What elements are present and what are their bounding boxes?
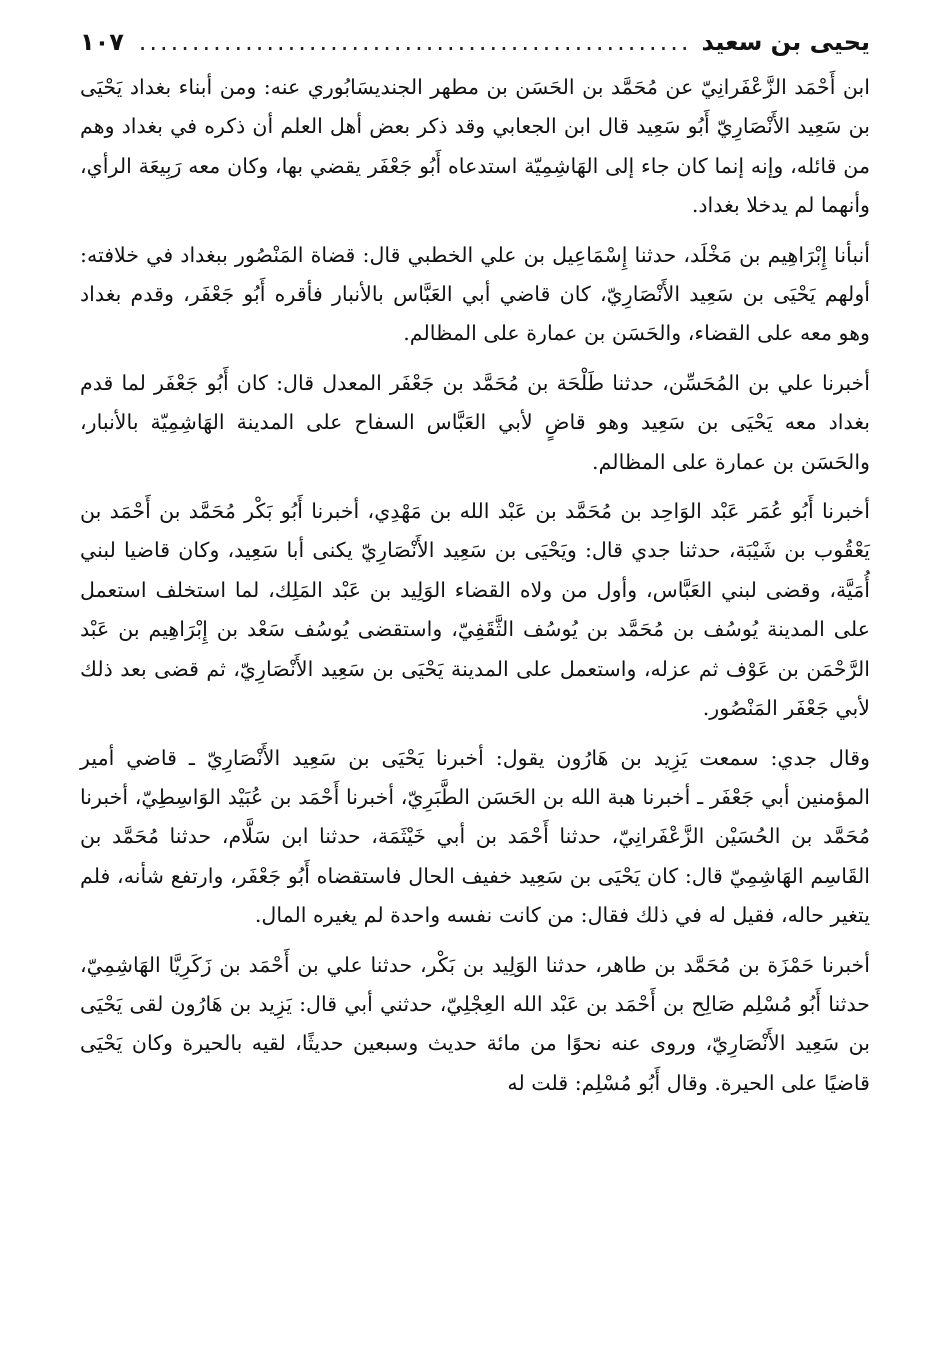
paragraph-4: أخبرنا أَبُو عُمَر عَبْد الوَاحِد بن مُحَمَّد بن عَبْد الله بن مَهْدِي، أخبرنا أَبُو بَكْر مُحَمَّد بن أَحْمَد بن يَعْقُوب بن شَيْبَة، حدثنا جدي قال: ويَحْيَى بن سَعِيد الأَنْصَارِيّ يكنى أبا سَعِيد، وكان قاضيا لبني أُمَيَّة، وقضى لبني العَبَّاس، وأول من ولاه القضاء الوَلِيد بن عَبْد المَلِك، لما استخلف استعمل على المدينة يُوسُف بن مُحَمَّد بن يُوسُف الثَّقَفِيّ، واستقضى يُوسُف سَعْد بن إِبْرَاهِيم بن عَبْد الرَّحْمَن بن عَوْف ثم عزله، واستعمل على المدينة يَحْيَى بن سَعِيد الأَنْصَارِيّ، ثم قضى بعد ذلك لأبي جَعْفَر المَنْصُور. — [80, 499, 870, 721]
running-header — [80, 22, 870, 62]
paragraph-3: أخبرنا علي بن المُحَسِّن، حدثنا طَلْحَة بن مُحَمَّد بن جَعْفَر المعدل قال: كان أَبُو جَعْفَر لما قدم بغداد معه يَحْيَى بن سَعِيد وهو قاضٍ لأبي العَبَّاس السفاح على المدينة الهَاشِمِيّة بالأنبار، والحَسَن بن عمارة على المظالم. — [80, 370, 870, 474]
paragraph-5: وقال جدي: سمعت يَزِيد بن هَارُون يقول: أخبرنا يَحْيَى بن سَعِيد الأَنْصَارِيّ ـ قاضي أمير المؤمنين أبي جَعْفَر ـ أخبرنا هبة الله بن الحَسَن الطَّبَرِيّ، أخبرنا أَحْمَد بن عُبَيْد الوَاسِطِيّ، أخبرنا مُحَمَّد بن الحُسَيْن الزَّعْفَرانِيّ، حدثنا أَحْمَد بن أبي خَيْثَمَة، حدثنا ابن سَلَّام، حدثنا مُحَمَّد بن القَاسِم الهَاشِمِيّ قال: كان يَحْيَى بن سَعِيد خفيف الحال فاستقضاه أَبُو جَعْفَر، وارتفع شأنه، فلم يتغير حاله، فقيل له في ذلك فقال: من كانت نفسه واحدة لم يغيره المال. — [80, 745, 870, 928]
paragraph-1: ابن أَحْمَد الزَّعْفَرانِيّ عن مُحَمَّد بن الحَسَن بن مطهر الجنديسَابُوري عنه: ومن أبناء بغداد يَحْيَى بن سَعِيد الأَنْصَارِيّ أَبُو سَعِيد قال ابن الجعابي وقد ذكر بعض أهل العلم أن ذكره في بغداد وهم من قائله، وإنه إنما كان جاء إلى الهَاشِمِيّة استدعاه أَبُو جَعْفَر يقضي بها، وكان معه رَبِيعَة الرأي، وأنهما لم يدخلا بغداد. — [80, 75, 870, 218]
body-text — [80, 68, 870, 1103]
page-number: ١٠٧ — [80, 28, 124, 56]
dot-leader — [134, 22, 692, 62]
paragraph-6: أخبرنا حَمْزَة بن مُحَمَّد بن طاهر، حدثنا الوَلِيد بن بَكْر، حدثنا علي بن أَحْمَد بن زَكَرِيَّا الهَاشِمِيّ، حدثنا أَبُو مُسْلِم صَالِح بن أَحْمَد بن عَبْد الله العِجْلِيّ، حدثني أبي قال: يَزِيد بن هَارُون لقى يَحْيَى بن سَعِيد الأَنْصَارِيّ، وروى عنه نحوًا من مائة حديث وسبعين حديثًا، لقيه بالحيرة وكان يَحْيَى قاضيًا على الحيرة. وقال أَبُو مُسْلِم: قلت له — [80, 952, 870, 1095]
paragraph-2: أنبأنا إِبْرَاهِيم بن مَخْلَد، حدثنا إِسْمَاعِيل بن علي الخطبي قال: قضاة المَنْصُور ببغداد في خلافته: أولهم يَحْيَى بن سَعِيد الأَنْصَارِيّ، كان قاضي أبي العَبَّاس بالأنبار فأقره أَبُو جَعْفَر، وقدم بغداد وهو معه على القضاء، والحَسَن بن عمارة على المظالم. — [80, 242, 870, 346]
book-page — [80, 22, 870, 1113]
running-title: يحيى بن سعيد — [701, 28, 870, 56]
